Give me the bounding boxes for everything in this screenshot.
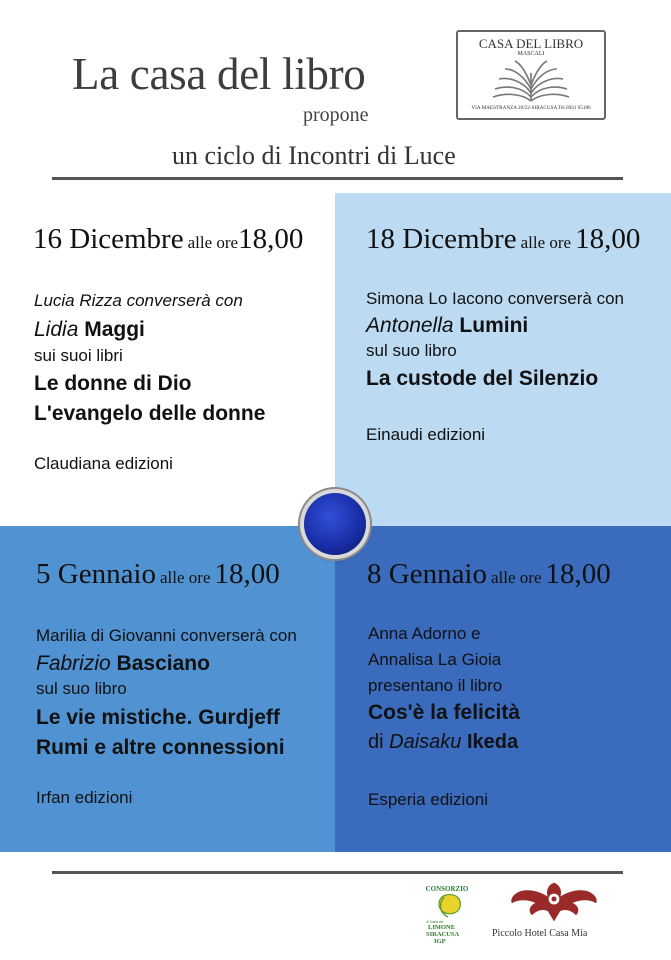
book-title: Cos'è la felicità xyxy=(368,701,521,724)
guest-first-name: Lidia xyxy=(34,318,79,341)
event-date xyxy=(33,223,303,256)
consorzio-name2: SIRACUSA xyxy=(426,931,460,938)
author-first-name: Daisaku xyxy=(389,731,462,753)
book-title: Le vie mistiche. Gurdjeff xyxy=(36,706,280,729)
center-dot xyxy=(304,493,366,555)
guest-last-name: Basciano xyxy=(116,652,210,675)
open-book-icon xyxy=(491,57,571,103)
event-publisher: Claudiana edizioni xyxy=(34,454,173,473)
event-panel-4 xyxy=(335,526,671,852)
event-presenter: Annalisa La Gioia xyxy=(368,650,502,669)
subtitle-propone: propone xyxy=(303,104,369,126)
event-intro: sui suoi libri xyxy=(34,346,123,365)
event-intro: sul suo libro xyxy=(366,341,457,360)
author-prefix: di xyxy=(368,731,384,753)
event-guest xyxy=(366,314,528,338)
event-moderator: Marilia di Giovanni converserà con xyxy=(36,626,297,645)
logo-name: CASA DEL LIBRO xyxy=(478,36,584,51)
consorzio-mark: IGP xyxy=(434,938,446,945)
event-time-prefix: alle ore xyxy=(187,233,239,252)
consorzio-limone-logo xyxy=(418,883,476,945)
author-last-name: Ikeda xyxy=(466,731,519,753)
page-title: La casa del libro xyxy=(72,49,366,99)
event-panel-2 xyxy=(335,193,671,526)
consorzio-small: di Tutela del xyxy=(426,920,444,924)
book-title: Le donne di Dio xyxy=(34,372,192,395)
event-intro: presentano il libro xyxy=(368,676,503,695)
guest-first-name: Antonella xyxy=(366,314,454,337)
guest-last-name: Lumini xyxy=(459,314,529,337)
event-day: 8 Gennaio xyxy=(367,558,487,590)
event-date xyxy=(36,558,280,591)
guest-last-name: Maggi xyxy=(84,318,145,341)
event-moderator: Lucia Rizza converserà con xyxy=(34,291,243,310)
book-author xyxy=(368,731,518,754)
event-day: 16 Dicembre xyxy=(33,223,184,255)
book-title: Rumi e altre connessioni xyxy=(36,736,285,759)
consorzio-top: CONSORZIO xyxy=(425,885,469,893)
subtitle-series: un ciclo di Incontri di Luce xyxy=(172,141,456,170)
hotel-name: Piccolo Hotel Casa Mia xyxy=(492,928,588,939)
book-title: L'evangelo delle donne xyxy=(34,402,266,425)
event-panel-3 xyxy=(0,526,335,852)
guest-first-name: Fabrizio xyxy=(36,652,111,675)
event-moderator: Simona Lo Iacono converserà con xyxy=(366,289,624,308)
book-title: La custode del Silenzio xyxy=(366,367,599,390)
event-guest xyxy=(36,652,210,676)
logo-sub: MASCALI xyxy=(517,51,545,57)
event-time: 18,00 xyxy=(214,558,280,590)
event-guest xyxy=(34,318,145,342)
event-time-prefix: alle ore xyxy=(160,568,211,587)
event-date xyxy=(367,558,611,591)
event-time: 18,00 xyxy=(545,558,611,590)
event-intro: sul suo libro xyxy=(36,679,127,698)
hotel-crest-logo xyxy=(508,879,600,923)
bottom-divider xyxy=(52,871,623,874)
event-time: 18,00 xyxy=(575,223,641,255)
top-divider xyxy=(52,177,623,180)
event-publisher: Einaudi edizioni xyxy=(366,425,486,444)
event-date xyxy=(366,223,640,256)
consorzio-name1: LIMONE xyxy=(428,924,456,931)
event-presenter: Anna Adorno e xyxy=(368,624,481,643)
bookshop-logo xyxy=(456,30,606,120)
event-time-prefix: alle ore xyxy=(520,233,572,252)
event-day: 5 Gennaio xyxy=(36,558,156,590)
event-publisher: Irfan edizioni xyxy=(36,788,133,807)
event-publisher: Esperia edizioni xyxy=(368,790,489,809)
event-panel-1 xyxy=(0,193,335,526)
logo-address: VIA MAESTRANZA 20/22-SIRACUSA Tel.0931 65186 xyxy=(471,105,591,111)
event-day: 18 Dicembre xyxy=(366,223,517,255)
event-time: 18,00 xyxy=(238,223,304,255)
event-time-prefix: alle ore xyxy=(491,568,542,587)
